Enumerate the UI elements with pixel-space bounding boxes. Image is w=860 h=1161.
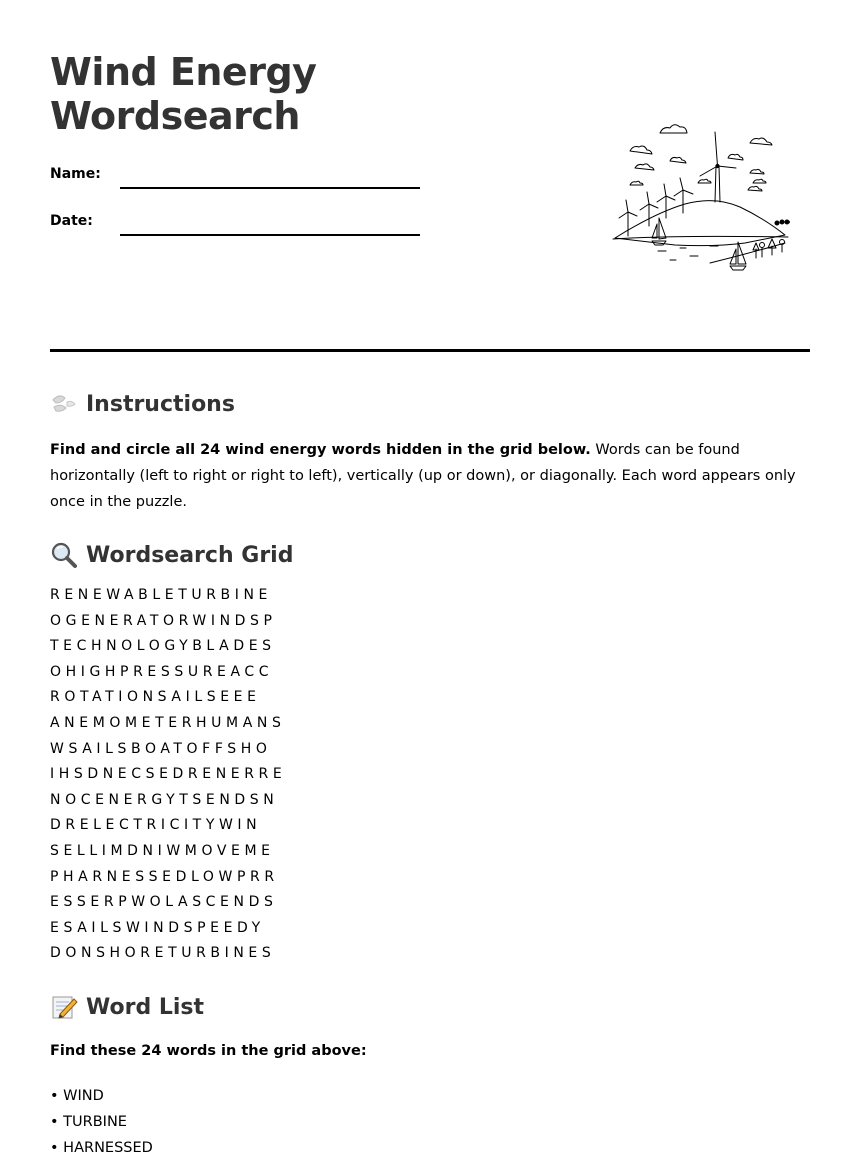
grid-row: DONSHORETURBINES [50, 945, 276, 962]
wind-icon [50, 390, 78, 418]
word-list-item: • TURBINE [50, 1109, 153, 1135]
cloud-icon [630, 181, 643, 185]
cloud-icon [635, 164, 654, 170]
grid-row: IHSDNECSEDRENERRE [50, 766, 287, 783]
tree-icon [780, 240, 785, 253]
cloud-icon [728, 154, 743, 160]
grid-row: ROTATIONSAILSEEE [50, 689, 261, 706]
cloud-icon [630, 146, 652, 154]
word-list-lead: Find these 24 words in the grid above: [50, 1043, 367, 1059]
name-field[interactable] [50, 160, 420, 190]
grid-row: ESAILSWINDSPEEDY [50, 919, 265, 936]
grid-row: OGENERATORWINDSP [50, 612, 277, 629]
small-turbine-icon [657, 184, 675, 218]
instructions-body: Words can be found horizontally (left to right or right to left), vertically (up or down), or diagonally. Each word appears only once in the puzzle. [50, 442, 796, 510]
grid-row: OHIGHPRESSUREACC [50, 663, 274, 680]
small-turbine-icon [640, 192, 658, 226]
grid-row: DRELECTRICITYWIN [50, 817, 262, 834]
small-turbine-icon [674, 178, 693, 213]
instructions-heading [50, 388, 235, 420]
memo-pencil-icon [50, 993, 78, 1021]
cloud-icon [660, 125, 687, 133]
grid-row: NOCENERGYTSENDSN [50, 791, 279, 808]
instructions-paragraph [50, 437, 800, 515]
grid-row: RENEWABLETURBINE [50, 587, 272, 603]
ground-line [613, 236, 788, 239]
word-list-heading [50, 991, 204, 1023]
tree-icon [753, 243, 759, 258]
wind-farm-illustration [560, 118, 790, 278]
cloud-icon [750, 169, 764, 174]
hill [615, 201, 785, 246]
grid-row: ANEMOMETERHUMANS [50, 714, 286, 731]
tree-icon [775, 220, 790, 225]
wordsearch-grid [50, 583, 286, 967]
page-title [50, 50, 316, 138]
grid-row: WSAILSBOATOFFSHO [50, 740, 272, 757]
instructions-lead: Find and circle all 24 wind energy words hidden in the grid below. [50, 442, 591, 458]
cloud-icon [750, 138, 772, 145]
cloud-icon [698, 179, 711, 183]
instructions-heading-text: Instructions [86, 391, 235, 417]
small-turbine-icon [619, 200, 637, 236]
grid-heading [50, 539, 293, 571]
worksheet-page [50, 0, 810, 1156]
date-label: Date: [50, 213, 93, 229]
word-list-item: • WIND [50, 1083, 153, 1109]
magnifier-icon [50, 541, 78, 569]
word-list-heading-text: Word List [86, 994, 205, 1020]
sailboat-icon [652, 218, 666, 245]
sailboat-icon [730, 242, 746, 270]
cloud-icon [670, 157, 686, 163]
name-label: Name: [50, 166, 101, 182]
grid-row: SELLIMDNIWMOVEME [50, 842, 275, 859]
grid-row: PHARNESSEDLOWPRR [50, 868, 279, 885]
date-underline[interactable] [120, 234, 420, 236]
title-line-2: Wordsearch [50, 94, 300, 138]
large-turbine-icon [700, 132, 736, 202]
word-list [50, 1083, 153, 1161]
grid-row: ESSERPWOLASCENDS [50, 894, 278, 911]
shore-line [710, 243, 785, 263]
name-underline[interactable] [120, 187, 420, 189]
worksheet-header [50, 0, 810, 352]
header-divider [50, 349, 810, 352]
cloud-icon [748, 118, 790, 191]
word-list-item: • HARNESSED [50, 1135, 153, 1161]
cloud-icon [753, 179, 766, 183]
grid-heading-text: Wordsearch Grid [86, 542, 294, 568]
title-line-1: Wind Energy [50, 50, 317, 94]
date-field[interactable] [50, 207, 420, 237]
grid-row: TECHNOLOGYBLADES [50, 638, 276, 655]
